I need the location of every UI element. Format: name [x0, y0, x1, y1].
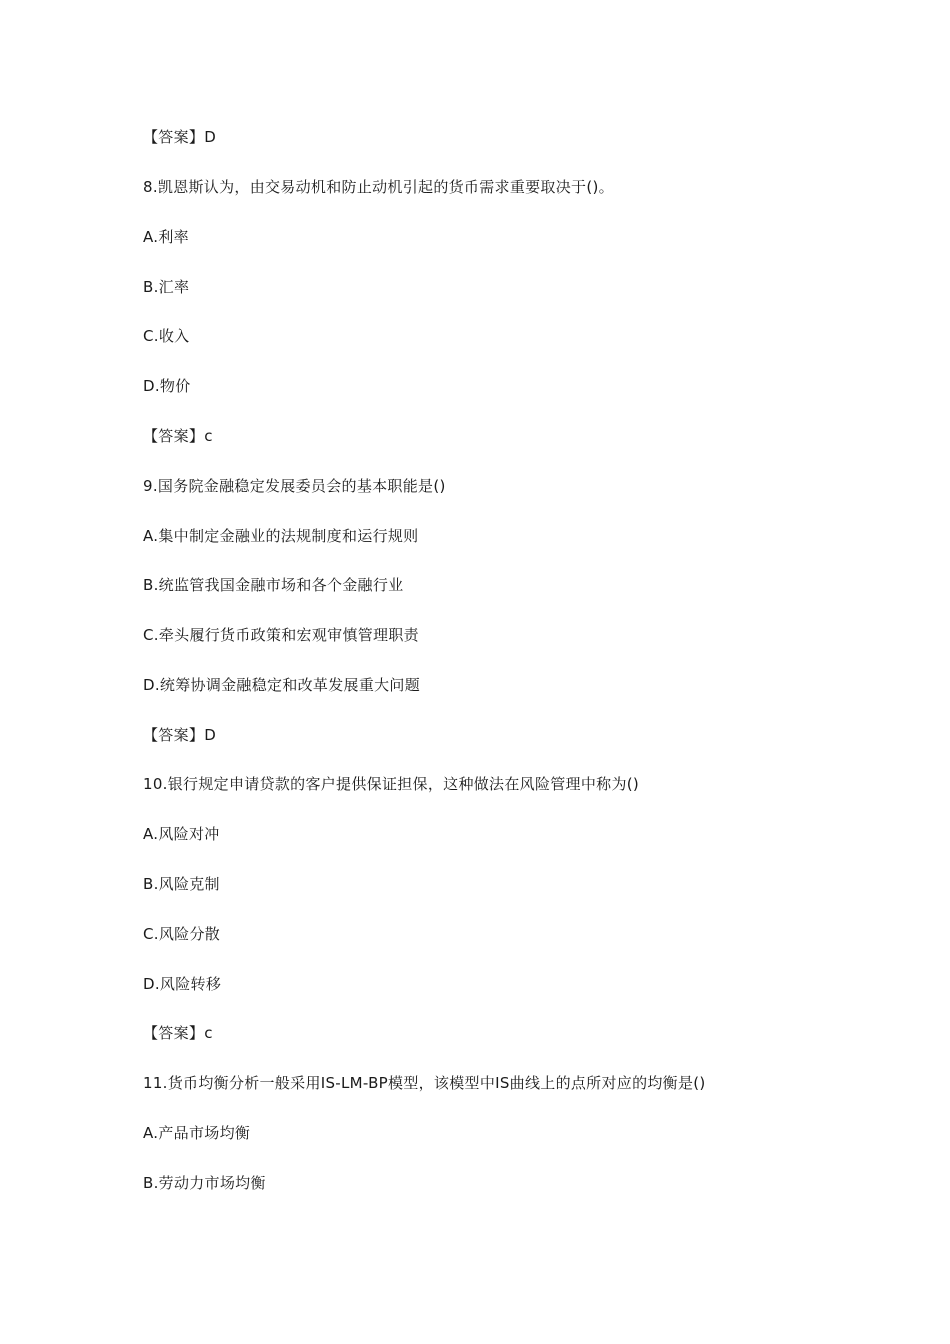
- question-8: 8.凯恩斯认为，由交易动机和防止动机引起的货币需求重要取决于()。: [143, 178, 614, 196]
- option-d: D.统筹协调金融稳定和改革发展重大问题: [143, 676, 421, 694]
- answer-line: 【答案】D: [143, 128, 217, 146]
- option-a: A.利率: [143, 228, 189, 246]
- option-b: B.汇率: [143, 278, 190, 296]
- answer-line: 【答案】D: [143, 726, 217, 744]
- option-a: A.产品市场均衡: [143, 1124, 251, 1142]
- option-b: B.统监管我国金融市场和各个金融行业: [143, 576, 404, 594]
- answer-line: 【答案】c: [143, 427, 213, 445]
- option-d: D.风险转移: [143, 975, 222, 993]
- question-11: 11.货币均衡分析一般采用IS-LM-BP模型，该模型中IS曲线上的点所对应的均衡是(): [143, 1074, 706, 1092]
- option-c: C.风险分散: [143, 925, 221, 943]
- question-9: 9.国务院金融稳定发展委员会的基本职能是(): [143, 477, 446, 495]
- question-10: 10.银行规定申请贷款的客户提供保证担保，这种做法在风险管理中称为(): [143, 775, 640, 793]
- option-c: C.牵头履行货币政策和宏观审慎管理职责: [143, 626, 419, 644]
- option-d: D.物价: [143, 377, 191, 395]
- answer-line: 【答案】c: [143, 1024, 213, 1042]
- option-b: B.劳动力市场均衡: [143, 1174, 266, 1192]
- option-c: C.收入: [143, 327, 190, 345]
- option-b: B.风险克制: [143, 875, 220, 893]
- option-a: A.集中制定金融业的法规制度和运行规则: [143, 527, 419, 545]
- option-a: A.风险对冲: [143, 825, 220, 843]
